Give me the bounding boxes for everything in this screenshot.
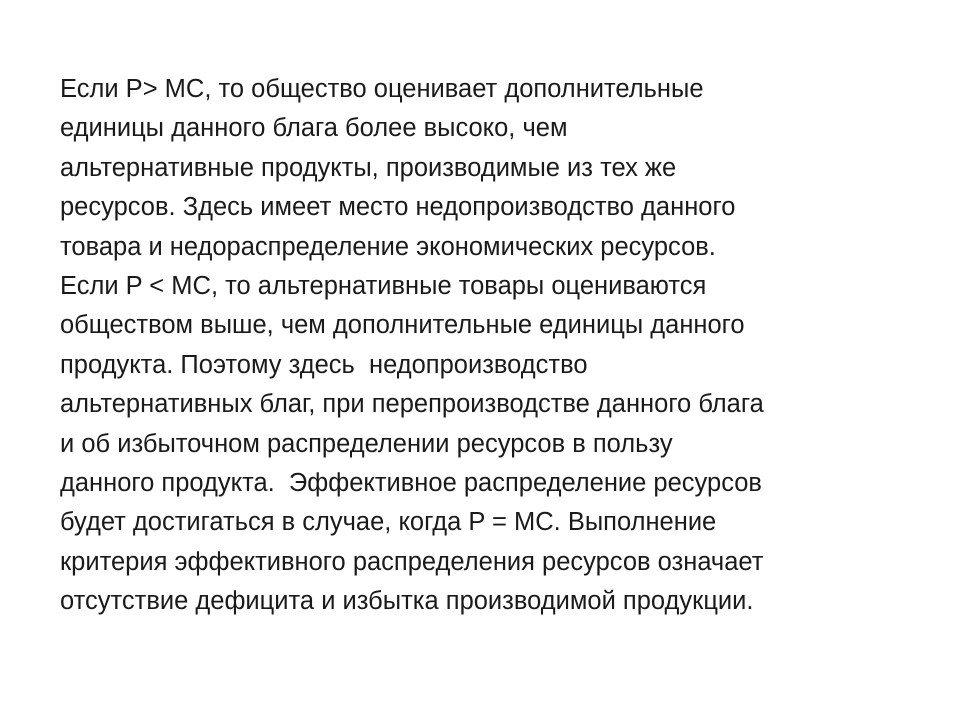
text-line: товара и недораспределение экономических ресурсов. bbox=[60, 232, 716, 261]
text-line: ресурсов. Здесь имеет место недопроизводство данного bbox=[60, 193, 736, 222]
text-line: продукта. Поэтому здесь недопроизводство bbox=[60, 350, 588, 379]
slide-body-text bbox=[60, 70, 910, 622]
text-line: Если P> MC, то общество оценивает дополнительные bbox=[60, 75, 704, 103]
text-line: Если P < MC, то альтернативные товары оцениваются bbox=[60, 272, 707, 301]
text-line: будет достигаться в случае, когда P = MC. Выполнение bbox=[60, 508, 717, 537]
text-line: обществом выше, чем дополнительные единицы данного bbox=[60, 311, 745, 340]
text-line: единицы данного блага более высоко, чем bbox=[60, 114, 568, 143]
text-line: данного продукта. Эффективное распределение ресурсов bbox=[60, 469, 762, 498]
text-line: альтернативных благ, при перепроизводстве данного блага bbox=[60, 390, 764, 419]
text-line: альтернативные продукты, производимые из тех же bbox=[60, 153, 677, 182]
text-line: и об избыточном распределении ресурсов в пользу bbox=[60, 429, 673, 458]
text-line: критерия эффективного распределения ресурсов означает bbox=[60, 547, 764, 576]
text-line: отсутствие дефицита и избытка производимой продукции. bbox=[60, 587, 754, 616]
